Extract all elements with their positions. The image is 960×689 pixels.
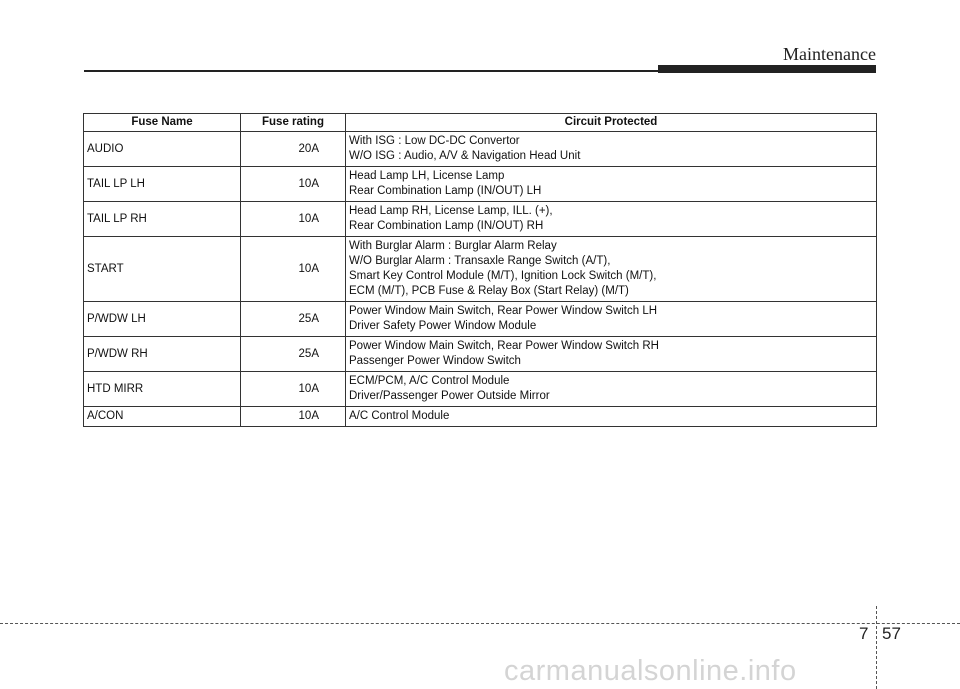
chapter-number: 7 bbox=[859, 624, 869, 643]
fuse-name-cell: HTD MIRR bbox=[84, 372, 241, 407]
table-header-row bbox=[84, 114, 877, 132]
fuse-rating-cell: 10A bbox=[241, 407, 346, 427]
circuit-line: Passenger Power Window Switch bbox=[349, 355, 521, 367]
fuse-rating-cell: 25A bbox=[241, 302, 346, 337]
fuse-rating-cell: 10A bbox=[241, 372, 346, 407]
circuit-line: Driver/Passenger Power Outside Mirror bbox=[349, 390, 550, 402]
circuit-protected-cell bbox=[346, 202, 877, 237]
table-row bbox=[84, 407, 877, 427]
fuse-rating-cell: 20A bbox=[241, 132, 346, 167]
circuit-line: A/C Control Module bbox=[349, 410, 450, 422]
circuit-line: Smart Key Control Module (M/T), Ignition Lock Switch (M/T), bbox=[349, 270, 657, 282]
circuit-line: ECM/PCM, A/C Control Module bbox=[349, 375, 510, 387]
fuse-name-cell: AUDIO bbox=[84, 132, 241, 167]
circuit-protected-cell bbox=[346, 167, 877, 202]
watermark: carmanualsonline.info bbox=[504, 655, 797, 687]
fuse-rating-cell: 10A bbox=[241, 237, 346, 302]
circuit-line: With ISG : Low DC-DC Convertor bbox=[349, 135, 520, 147]
section-title: Maintenance bbox=[783, 44, 876, 64]
fuse-name-cell: P/WDW RH bbox=[84, 337, 241, 372]
page-number: 57 bbox=[882, 624, 901, 643]
circuit-line: Head Lamp LH, License Lamp bbox=[349, 170, 505, 182]
circuit-protected-cell bbox=[346, 302, 877, 337]
circuit-line: ECM (M/T), PCB Fuse & Relay Box (Start Relay) (M/T) bbox=[349, 285, 629, 297]
column-header-fuse-rating: Fuse rating bbox=[241, 114, 346, 132]
header-rule-bar bbox=[658, 65, 876, 73]
circuit-line: Power Window Main Switch, Rear Power Window Switch RH bbox=[349, 340, 659, 352]
fuse-name-cell: TAIL LP LH bbox=[84, 167, 241, 202]
fuse-table bbox=[83, 113, 877, 427]
circuit-protected-cell bbox=[346, 372, 877, 407]
circuit-line: W/O ISG : Audio, A/V & Navigation Head Unit bbox=[349, 150, 581, 162]
circuit-line: Head Lamp RH, License Lamp, ILL. (+), bbox=[349, 205, 553, 217]
footer-rule bbox=[0, 623, 960, 624]
table-row bbox=[84, 372, 877, 407]
fuse-rating-cell: 10A bbox=[241, 167, 346, 202]
circuit-line: Driver Safety Power Window Module bbox=[349, 320, 537, 332]
circuit-line: Rear Combination Lamp (IN/OUT) LH bbox=[349, 185, 542, 197]
fuse-rating-cell: 10A bbox=[241, 202, 346, 237]
fuse-rating-cell: 25A bbox=[241, 337, 346, 372]
header-rule bbox=[84, 70, 660, 72]
circuit-line: Power Window Main Switch, Rear Power Window Switch LH bbox=[349, 305, 658, 317]
table-row bbox=[84, 202, 877, 237]
page-divider bbox=[876, 606, 877, 689]
table-row bbox=[84, 337, 877, 372]
column-header-circuit-protected: Circuit Protected bbox=[346, 114, 877, 132]
circuit-line: With Burglar Alarm : Burglar Alarm Relay bbox=[349, 240, 557, 252]
circuit-line: Rear Combination Lamp (IN/OUT) RH bbox=[349, 220, 544, 232]
fuse-name-cell: A/CON bbox=[84, 407, 241, 427]
column-header-fuse-name: Fuse Name bbox=[84, 114, 241, 132]
circuit-protected-cell bbox=[346, 407, 877, 427]
table-row bbox=[84, 237, 877, 302]
circuit-protected-cell bbox=[346, 132, 877, 167]
circuit-line: W/O Burglar Alarm : Transaxle Range Switch (A/T), bbox=[349, 255, 611, 267]
table-row bbox=[84, 132, 877, 167]
circuit-protected-cell bbox=[346, 237, 877, 302]
fuse-table-body bbox=[84, 132, 877, 427]
table-row bbox=[84, 302, 877, 337]
circuit-protected-cell bbox=[346, 337, 877, 372]
table-row bbox=[84, 167, 877, 202]
fuse-name-cell: TAIL LP RH bbox=[84, 202, 241, 237]
fuse-name-cell: START bbox=[84, 237, 241, 302]
fuse-name-cell: P/WDW LH bbox=[84, 302, 241, 337]
